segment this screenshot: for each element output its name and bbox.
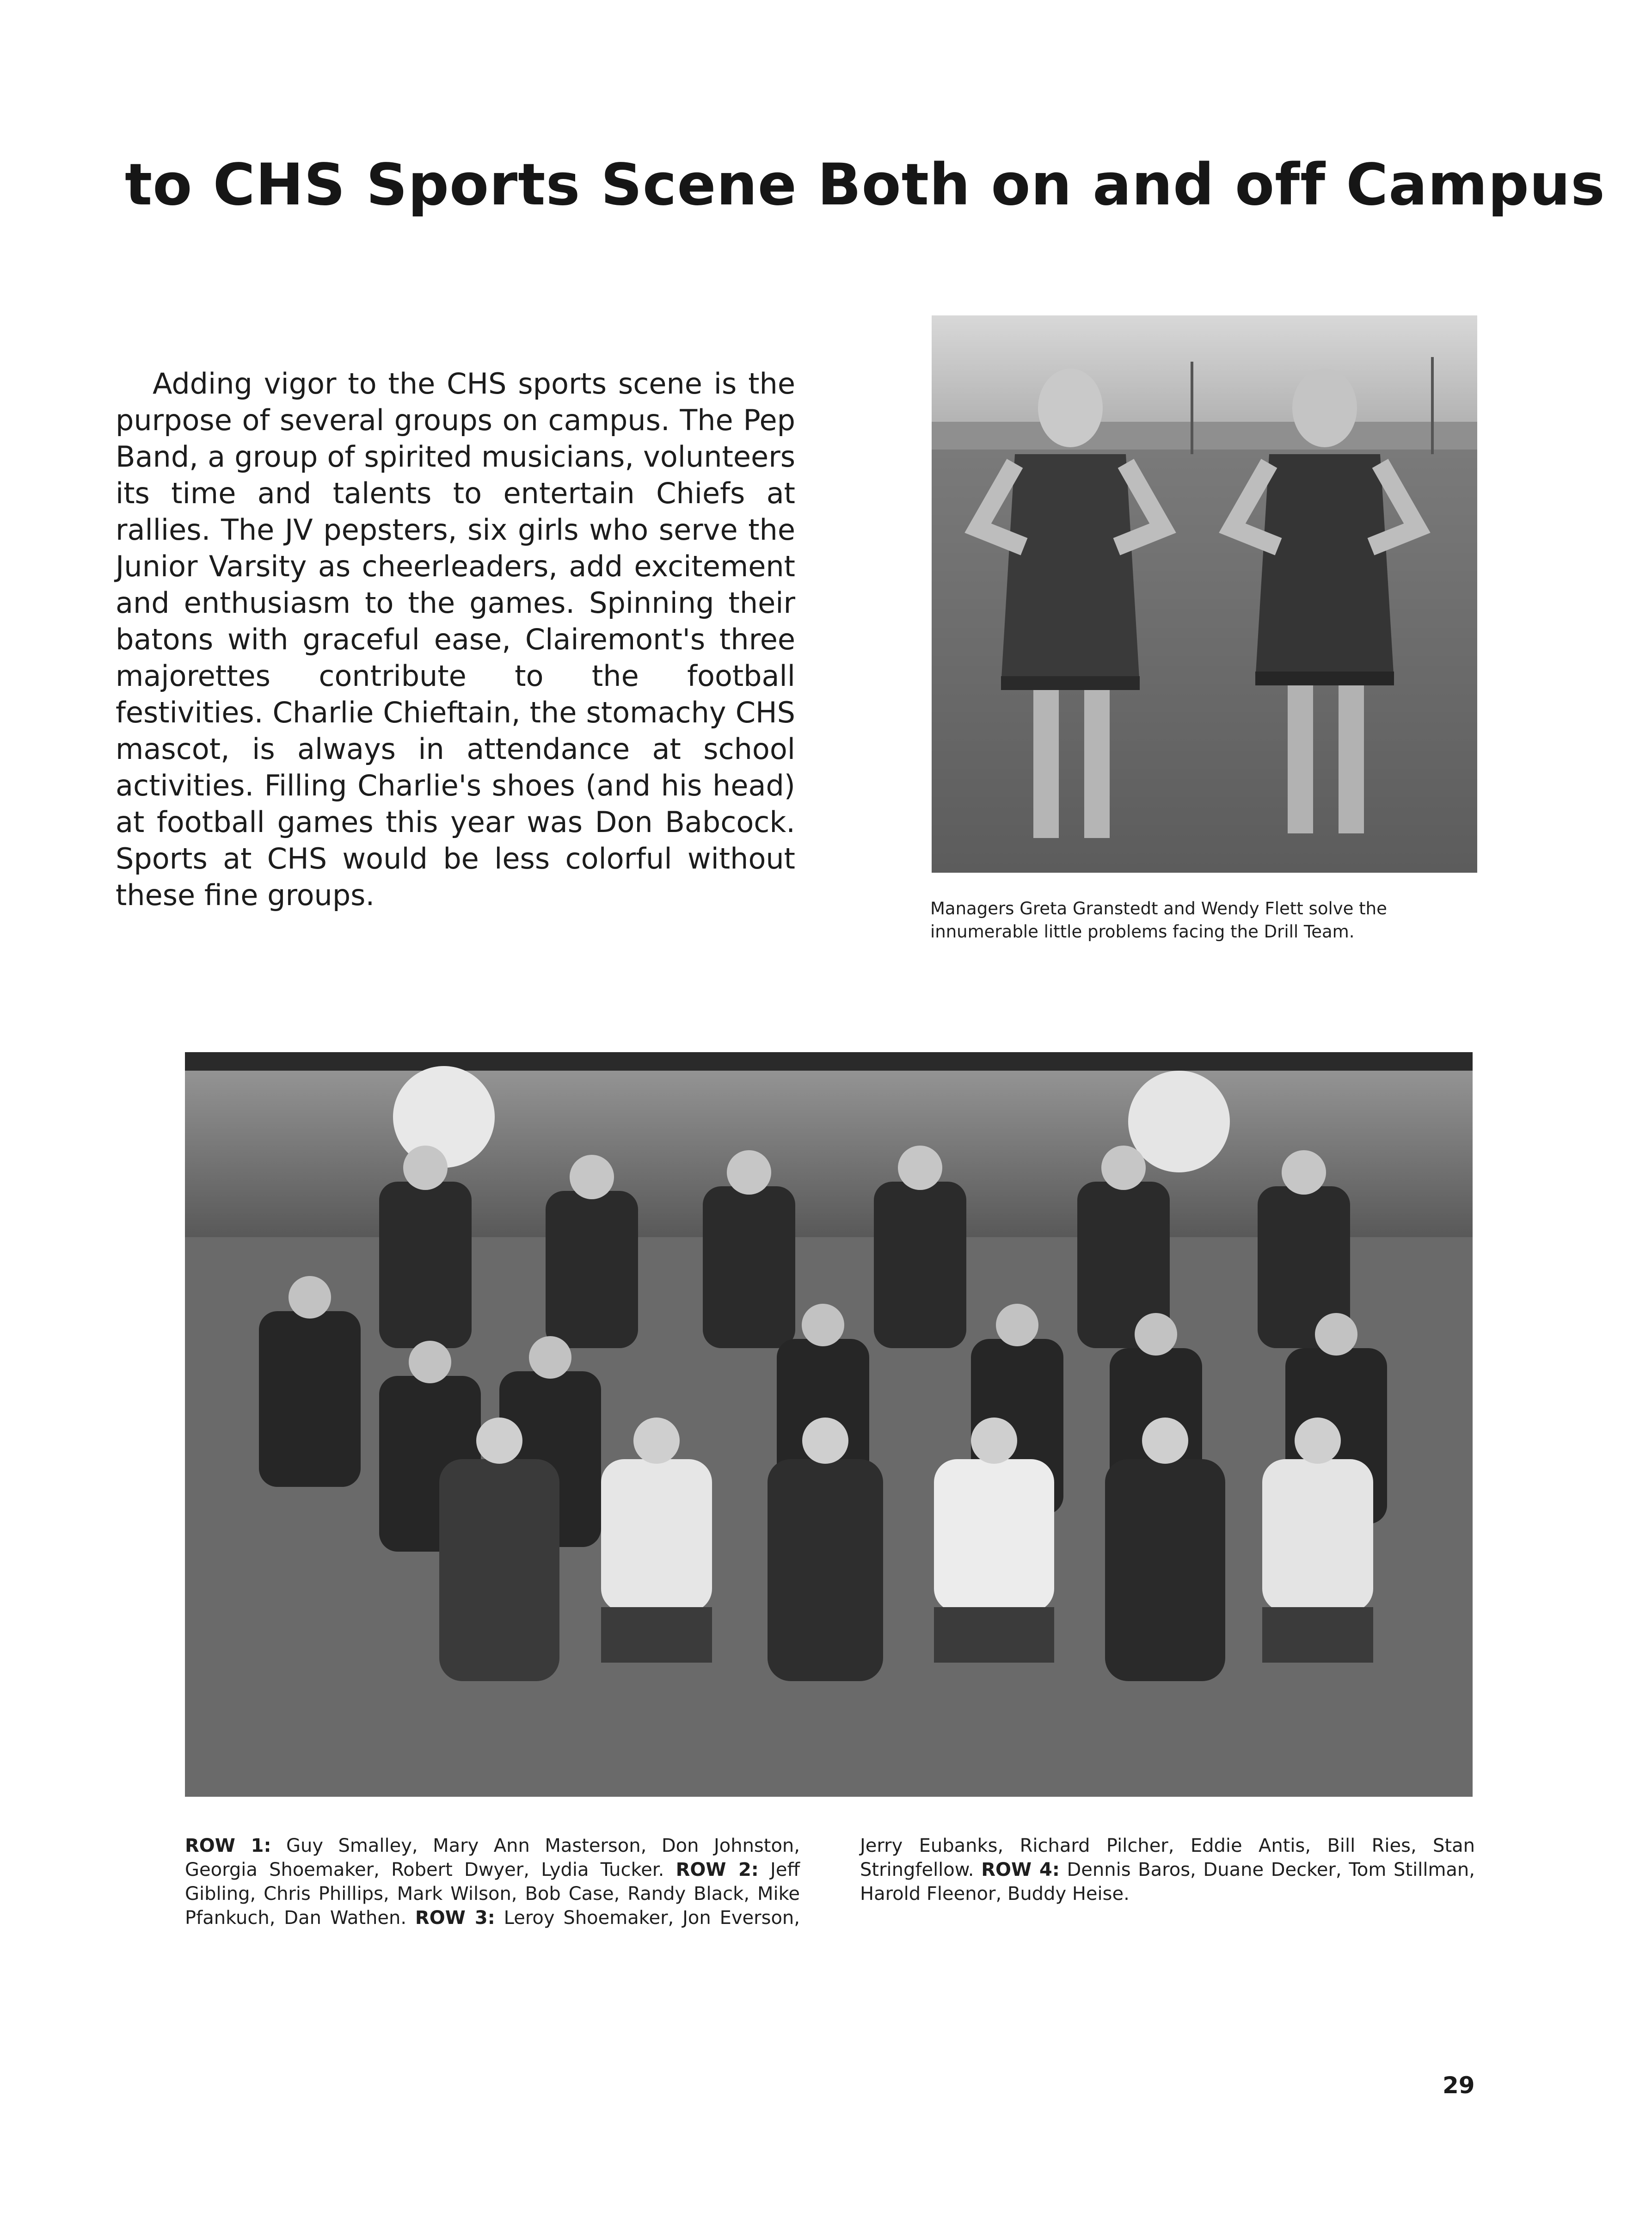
- page-headline: to CHS Sports Scene Both on and off Campus: [125, 152, 1605, 218]
- row-1-label: ROW 1:: [185, 1835, 271, 1856]
- row-2-label: ROW 2:: [676, 1859, 759, 1880]
- row-4-label: ROW 4:: [981, 1859, 1060, 1880]
- pep-band-caption: [185, 1834, 1475, 1930]
- row-1-names: Guy Smalley, Mary Ann Masterson, Don Johnston, Georgia Shoemaker, Robert Dwyer, Lydia Tucker.: [185, 1835, 800, 1880]
- article-body: Adding vigor to the CHS sports scene is the purpose of several groups on campus. The Pep Band, a group of spirited musicians, volunteers its time and talents to entertain Chiefs at rallies. The JV pepsters, six girls who serve the Junior Varsity as cheerleaders, add excitement and enthusiasm to the games. Spinning their batons with graceful ease, Clairemont's three majorettes contribute to the football festivities. Charlie Chieftain, the stomachy CHS mascot, is always in attendance at school activities. Filling Charlie's shoes (and his head) at football games this year was Don Babcock. Sports at CHS would be less colorful without these fine groups.: [116, 367, 795, 912]
- drill-team-managers-photo: [932, 315, 1477, 873]
- row-3-label: ROW 3:: [415, 1907, 495, 1929]
- page-number: 29: [1443, 2072, 1475, 2099]
- row-2-names: Jeff Gibling, Chris Phillips, Mark Wilson, Bob Case, Randy Black, Mike Pfankuch, Dan Wathen.: [185, 1859, 800, 1929]
- pep-band-photo: [185, 1052, 1473, 1797]
- drill-team-managers-caption: Managers Greta Granstedt and Wendy Flett solve the innumerable little problems facing the Drill Team.: [930, 899, 1387, 942]
- row-3-names: Leroy Shoemaker, Jon Everson, Jerry Eubanks, Richard Pilcher, Eddie Antis, Bill Ries, Stan Stringfellow.: [495, 1835, 1475, 1929]
- row-4-names: Dennis Baros, Duane Decker, Tom Stillman, Harold Fleenor, Buddy Heise.: [860, 1859, 1475, 1905]
